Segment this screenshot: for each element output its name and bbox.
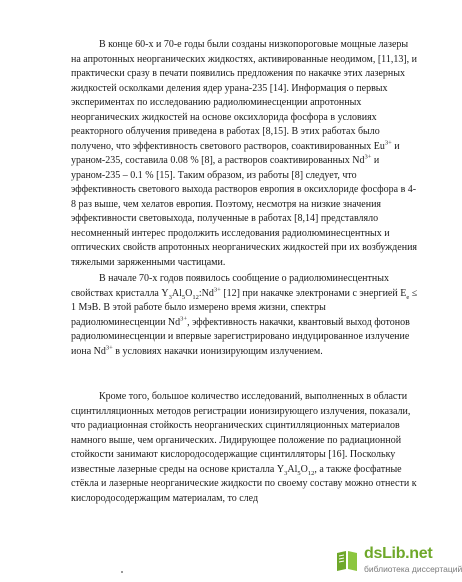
formula-part: Al [287, 463, 298, 475]
formula-part: Al [171, 287, 182, 299]
paragraph-1 [71, 38, 420, 270]
superscript: 3+ [213, 286, 221, 294]
paragraph-3 [71, 390, 420, 506]
formula-part: :Nd [198, 287, 214, 299]
paragraph-2-text-b: [12] при накачке электронами с энергией E [220, 287, 407, 299]
paragraph-2-text-a: В начале 70-х годов появилось сообщение о радиолюминесцентных свойствах кристалла Y [71, 273, 389, 299]
nd-charge-sup: 3+ [364, 153, 372, 161]
superscript: 3+ [180, 315, 188, 323]
subscript: e [406, 293, 410, 301]
superscript: 3+ [105, 344, 113, 352]
eu-charge-sup: 3+ [384, 139, 392, 147]
watermark-subtitle: библиотека диссертаций [364, 564, 462, 574]
paragraph-3-text-a: Кроме того, большое количество исследований, выполненных в области сцинтилляционных методов регистрации ионизирующего излучения, показали, что радиационная стойкость неорганических сцинтилляционных материалов намного выше, чем органических. Лидирующее положение по радиационной стойкости занимают кислородосодержащие сцинтилляторы [16]. Поскольку известные лазерные среды на основе кристалла Y [71, 391, 411, 475]
scan-dot [121, 571, 123, 573]
subscript: 5 [297, 469, 301, 477]
subscript: 12 [307, 469, 315, 477]
watermark[interactable] [334, 544, 462, 578]
subscript: 3 [168, 293, 172, 301]
paragraph-1-text-b: и ураном-235, составила 0.08 % [8], а растворов соактивированных Nd [71, 140, 400, 166]
paragraph-1-text-c: и ураном-235 – 0.1 % [15]. Таким образом, из работы [8] следует, что эффективность светового выхода растворов европия в оксихлориде фосфора в 4-8 раз выше, чем хелатов европия. Поэтому, несмотря на низкие значения эффективности световыхода, полученные в работах [8,14] представляло несомненный интерес продолжить исследования радиолюминесцентных и оптических свойств апротонных неорганических жидкостей при их возбуждения тяжелыми заряженными частицами. [71, 155, 418, 268]
paragraph-2-text-c: ≤ 1 МэВ. В этой работе было измерено время жизни, спектры радиолюминесценции Nd [71, 287, 418, 328]
paragraph-2-text-e: в условиях накачки ионизирующим излучением. [112, 345, 323, 357]
subscript: 5 [181, 293, 186, 301]
paragraph-1-text-a: В конце 60-х и 70-е годы были созданы низкопороговые мощные лазеры на апротонных неорганических жидкостях, активированные неодимом, [11,13], и практически сразу в печати появились предложения по накачке этих лазерных жидкостей осколками деления ядер урана-235 [14]. Информация о первых экспериментах по исследованию радиолюминесценции апротонных неорганических жидкостей на основе оксихлорида фосфора в условиях реакторного облучения приведена в работах [8,15]. В этих работах было получено, что эффективность светового растворов, соактивированных Eu [71, 39, 417, 152]
book-logo-icon [334, 547, 360, 573]
paragraph-2 [71, 272, 420, 359]
watermark-name: dsLib.net [364, 545, 433, 562]
paragraph-2-text-d: , эффективность накачки, квантовый выход фотонов радиолюминесценции и впервые зарегистрировано индуцированное излучение иона Nd [71, 316, 410, 357]
formula-part: O [185, 287, 193, 299]
paragraph-3-text-b: , а также фосфатные стёкла и лазерные неорганические жидкости по своему составу можно отнести к кислородосодержащим материалам, то след [71, 463, 417, 504]
subscript: 12 [192, 293, 199, 301]
subscript: 3 [284, 469, 288, 477]
formula-part: O [300, 463, 308, 475]
